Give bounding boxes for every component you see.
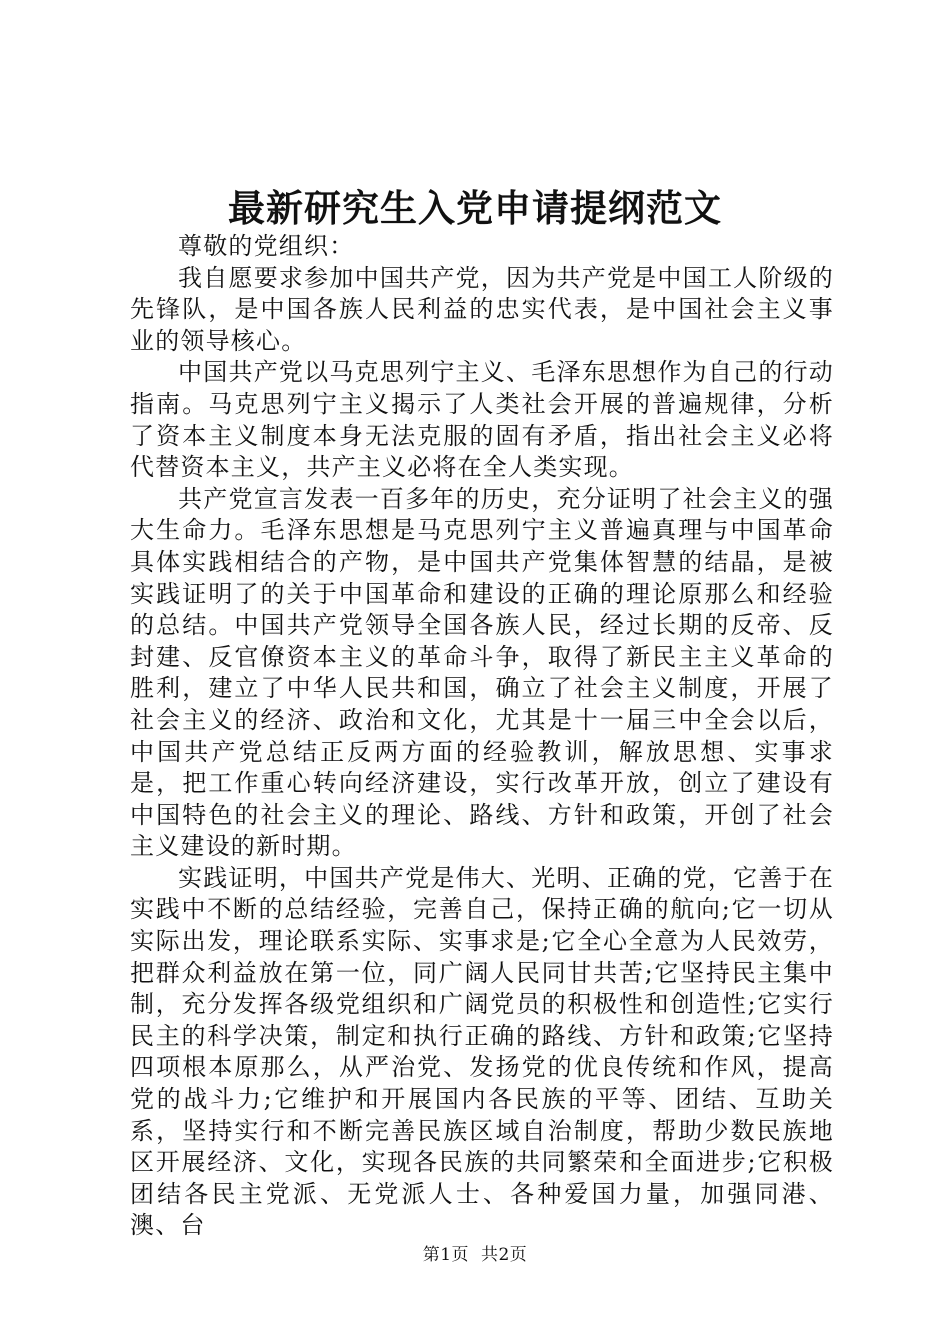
- paragraph-3: 共产党宣言发表一百多年的历史，充分证明了社会主义的强大生命力。毛泽东思想是马克思列宁主义普遍真理与中国革命具体实践相结合的产物，是中国共产党集体智慧的结晶，是被实践证明了的关于中国革命和建设的正确的理论原那么和经验的总结。中国共产党领导全国各族人民，经过长期的反帝、反封建、反官僚资本主义的革命斗争，取得了新民主主义革命的胜利，建立了中华人民共和国，确立了社会主义制度，开展了社会主义的经济、政治和文化，尤其是十一届三中全会以后，中国共产党总结正反两方面的经验教训，解放思想、实事求是，把工作重心转向经济建设，实行改革开放，创立了建设有中国特色的社会主义的理论、路线、方针和政策，开创了社会主义建设的新时期。: [130, 484, 834, 861]
- page-number-current: 第1页: [422, 1245, 470, 1265]
- paragraph-4: 实践证明，中国共产党是伟大、光明、正确的党，它善于在实践中不断的总结经验，完善自己，保持正确的航向;它一切从实际出发，理论联系实际、实事求是;它全心全意为人民效劳，把群众利益放在第一位，同广阔人民同甘共苦;它坚持民主集中制，充分发挥各级党组织和广阔党员的积极性和创造性;它实行民主的科学决策，制定和执行正确的路线、方针和政策;它坚持四项根本原那么，从严治党、发扬党的优良传统和作风，提高党的战斗力;它维护和开展国内各民族的平等、团结、互助关系，坚持实行和不断完善民族区域自治制度，帮助少数民族地区开展经济、文化，实现各民族的共同繁荣和全面进步;它积极团结各民主党派、无党派人士、各种爱国力量，加强同港、澳、台: [130, 863, 834, 1240]
- paragraph-1: 我自愿要求参加中国共产党，因为共产党是中国工人阶级的先锋队，是中国各族人民利益的忠实代表，是中国社会主义事业的领导核心。: [130, 263, 834, 355]
- paragraph-2: 中国共产党以马克思列宁主义、毛泽东思想作为自己的行动指南。马克思列宁主义揭示了人类社会开展的普遍规律，分析了资本主义制度本身无法克服的固有矛盾，指出社会主义必将代替资本主义，共产主义必将在全人类实现。: [130, 358, 834, 482]
- document-title: 最新研究生入党申请提纲范文: [228, 186, 722, 230]
- document-body: [130, 231, 834, 1242]
- page-footer: [0, 1243, 950, 1267]
- salutation: 尊敬的党组织：: [178, 232, 355, 260]
- page-number-total: 共2页: [480, 1245, 528, 1265]
